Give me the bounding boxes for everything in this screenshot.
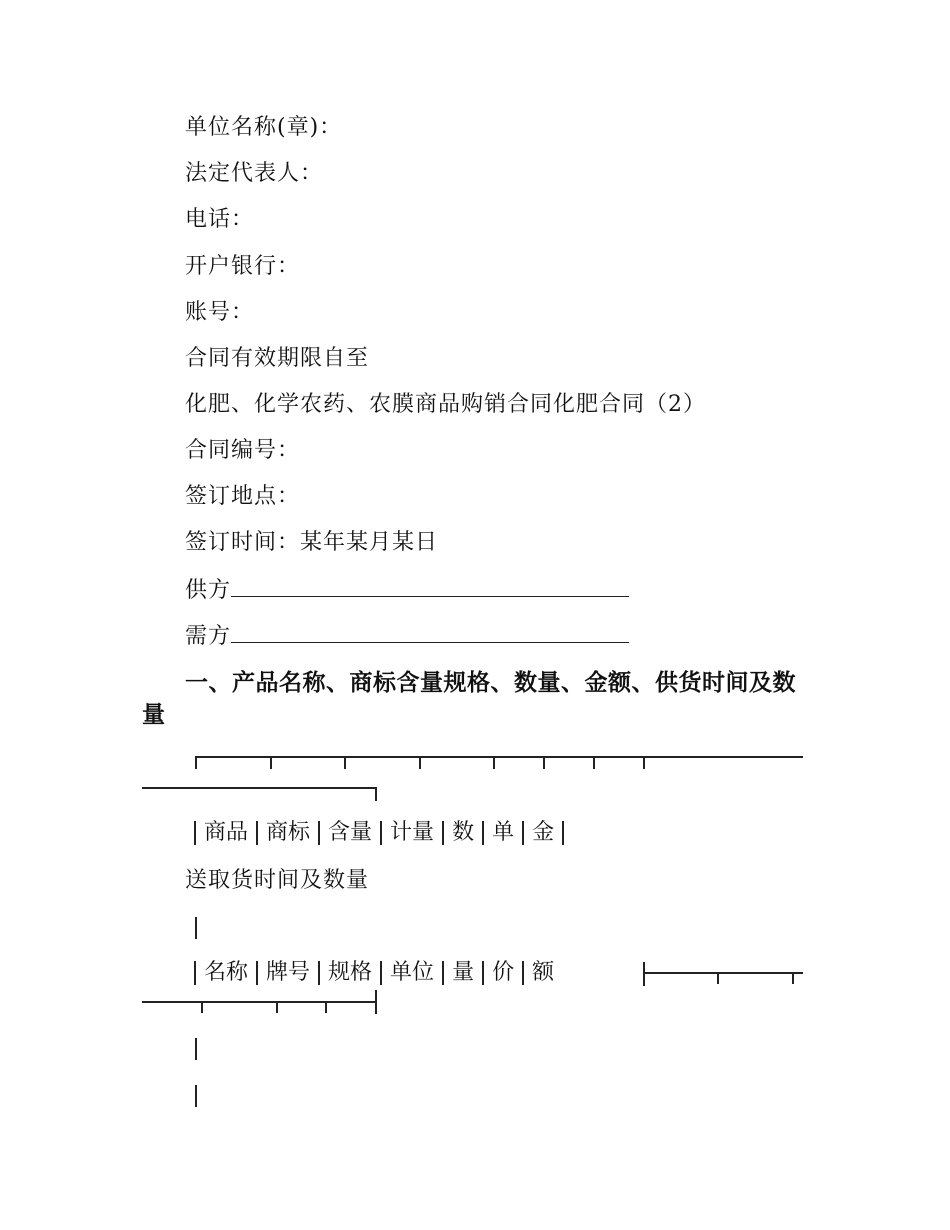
header-cell: 数 <box>452 820 475 845</box>
legal-representative-field: 法定代表人： <box>185 161 324 186</box>
header-cell: 含量 <box>328 820 373 845</box>
supplier-label: 供方 <box>185 578 232 603</box>
phone-field: 电话： <box>185 207 255 232</box>
table-vertical-bar <box>195 1038 197 1060</box>
header-cell: 商标 <box>266 820 311 845</box>
validity-period-field: 合同有效期限自至 <box>185 346 370 371</box>
header-cell: 单 <box>492 820 515 845</box>
contract-title: 化肥、化学农药、农膜商品购销合同化肥合同（2） <box>185 392 706 417</box>
header-cell: 量 <box>452 960 475 985</box>
buyer-line <box>185 620 629 652</box>
delivery-label: 送取货时间及数量 <box>185 868 370 893</box>
header-cell: 商品 <box>204 820 249 845</box>
buyer-label: 需方 <box>185 624 232 649</box>
header-cell: 金 <box>532 820 555 845</box>
header-cell: 额 <box>532 960 555 985</box>
supplier-blank <box>231 574 629 597</box>
header-cell: 名称 <box>204 960 249 985</box>
contract-number-field: 合同编号： <box>185 438 301 463</box>
unit-name-field: 单位名称(章)： <box>185 115 343 140</box>
buyer-blank <box>231 620 629 643</box>
header-cell: 牌号 <box>266 960 311 985</box>
signing-place-field: 签订地点： <box>185 484 301 509</box>
header-cell: 单位 <box>390 960 435 985</box>
header-cell: 计量 <box>390 820 435 845</box>
signing-time-field: 签订时间：某年某月某日 <box>185 530 439 555</box>
table-vertical-bar <box>195 917 197 939</box>
account-field: 账号： <box>185 300 255 325</box>
table-header-row-1 <box>190 818 572 848</box>
header-cell: 价 <box>492 960 515 985</box>
table-vertical-bar <box>195 1085 197 1107</box>
header-cell: 规格 <box>328 960 373 985</box>
table-header-row-2 <box>190 958 554 988</box>
bank-field: 开户银行： <box>185 254 301 279</box>
supplier-line <box>185 574 629 606</box>
section-heading: 一、产品名称、商标含量规格、数量、金额、供货时间及数量 <box>142 669 796 728</box>
